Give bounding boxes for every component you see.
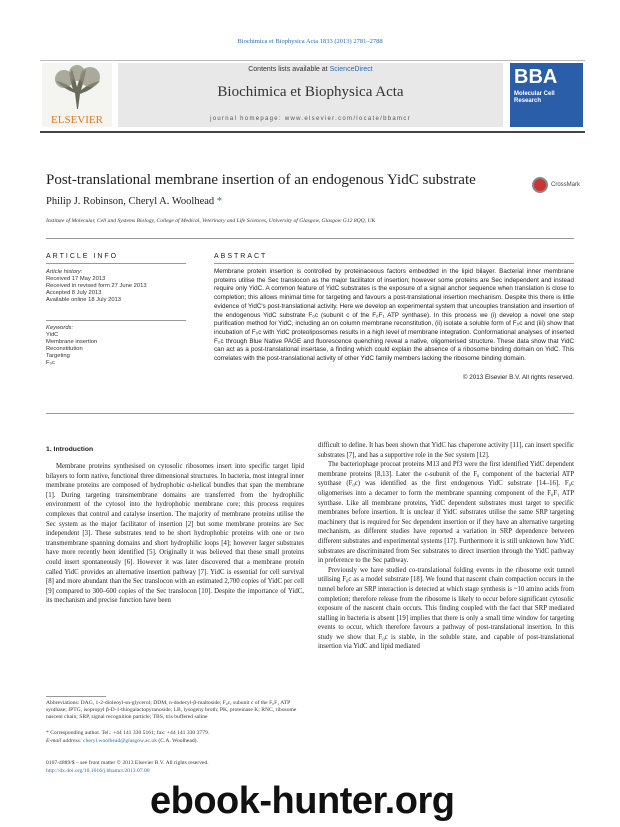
section-heading: 1. Introduction (46, 446, 94, 453)
divider (214, 263, 574, 264)
journal-homepage[interactable]: journal homepage: www.elsevier.com/locate/bbamcr (210, 116, 411, 122)
footnote-divider (46, 696, 106, 697)
divider (46, 413, 574, 414)
authors: Philip J. Robinson, Cheryl A. Woolhead * (46, 196, 223, 207)
sciencedirect-link[interactable]: ScienceDirect (329, 66, 373, 73)
issn-line: 0167-4889/$ – see front matter © 2013 Elsevier B.V. All rights reserved. (46, 760, 209, 766)
body-column-right (318, 441, 574, 652)
article-info-heading: ARTICLE INFO (46, 253, 119, 260)
keywords: Keywords: YidC Membrane insertion Reconstitution Targeting F₀c (46, 325, 98, 366)
contents-line: Contents lists available at ScienceDirect (248, 66, 373, 73)
elsevier-tree-logo (42, 63, 112, 127)
abstract-heading: ABSTRACT (214, 253, 268, 260)
doi-link[interactable]: http://dx.doi.org/10.1016/j.bbamcr.2013.07.00 (46, 768, 150, 774)
email-footnote: E-mail address: cheryl.woolhead@glasgow.ac.uk (C.A. Woolhead). (46, 738, 198, 744)
paragraph: Previously we have studied co-translational folding events in the ribosome exit tunnel utilising F₀c as a model substrate [18]. We found that nascent chain compaction occurs in the tunnel before an SRP interaction is detected at which stage synthesis is ~10 amino acids from completion; therefore release from the ribosome is likely to occur before significant cytosolic exposure of the nascent chain occurs. This finding coupled with the fact that SRP mediated stalling in bacteria is absent [19] implies that there is only a small time window for targeting events to occur, which therefore favours a pathway of post-translational insertion. In this study we show that F₀c is stable, in the soluble state, and capable of post-translational insertion via YidC and lipid mediated (318, 566, 574, 651)
journal-citation: Biochimica et Biophysica Acta 1833 (2013) 2781–2788 (237, 38, 383, 45)
divider (46, 263, 186, 264)
corresponding-author-mark[interactable]: * (216, 196, 223, 207)
paragraph: difficult to define. It has been shown that YidC has chaperone activity [11], can insert specific substrates [7], and has a supportive role in the Sec system [12]. (318, 442, 574, 459)
abstract-text: Membrane protein insertion is controlled by proteinaceous factors embedded in the lipid bilayer. Bacterial inner membrane proteins utilise the Sec translocon as the major facilitator of insertion; however some proteins are Sec independent and instead require only YidC. A common feature of YidC substrates is the exposure of a signal anchor sequence when translation is close to completion; this allows minimal time for targeting and favours a post-translational insertion mechanism. Despite this there is little evidence of YidC's post-translational activity. Here we develop an experimental system that uncouples translation and insertion of the endogenous YidC substrate F₀c (subunit c of the F₀F₁ ATP synthase). In this process we (i) develop a novel one step purification method for YidC, including an on column membrane reconstitution, (ii) isolate a soluble form of F₀c and (iii) show that incubation of F₀c with YidC proteoliposomes results in a high level of membrane integration. Conformational analyses of inserted F₀c through Blue Native PAGE and fluorescence quenching reveal a native, oligomerised structure. These data show that YidC can act as a post-translational insertase, a finding which could explain the absence of a ribosome binding domain on YidC. This correlates with the post-translational activity of other YidC family members lacking the ribosome binding domain. (214, 268, 574, 363)
paragraph: The bacteriophage procoat proteins M13 and Pf3 were the first identified YidC dependent membrane proteins [8,13]. Later the c-subunit of the F₀ component of the bacterial ATP synthase (F₀c) was identified as the first endogenous YidC substrate [14–16]. F₀c oligomerises into a decamer to form the membrane spanning component of the F₀F₁ ATP synthase. Like all membrane proteins, YidC dependent substrates must target to specific membranes before insertion. It is unclear if YidC substrates utilise the same SRP targeting machinery that is required for Sec dependent insertion or if they have an alternative targeting mechanism, as different studies have reported a variation in SRP dependence between different substrates and experimental systems [17]. Furthermore it is still unknown how YidC substrates are discriminated from Sec substrates to direct insertion through the YidC pathway in preference to the Sec pathway. (318, 461, 574, 565)
journal-name: Biochimica et Biophysica Acta (217, 84, 404, 100)
abstract-copyright: © 2013 Elsevier B.V. All rights reserved. (462, 374, 574, 381)
cover-title: BBA (514, 66, 558, 88)
abbreviations-footnote: Abbreviations: DAG, 1-2-dioleoyl-sn-glycerol; DDM, n-dodecyl-β-maltoside; F₀c, subunit c of the F₀F₁ ATP synthase; IPTG, isopropyl β-D-1-thiogalactopyranoside; LB, lysogeny broth; PK, proteinase K; RNC, ribosome nascent chain; SRP, signal recognition particle; TBS, tris buffered saline (46, 700, 297, 721)
crossmark-icon[interactable] (532, 177, 548, 193)
divider (46, 320, 186, 321)
crossmark-label[interactable]: CrossMark (551, 182, 581, 188)
watermark: ebook-hunter.org (150, 780, 455, 822)
email-link[interactable]: cheryl.woolhead@glasgow.ac.uk (83, 738, 158, 744)
article-history: Article history: Received 17 May 2013 Received in revised form 27 June 2013 Accepted 8 July 2013 Available online 18 July 2013 (46, 269, 147, 303)
cover-subtitle: Molecular Cell Research (514, 91, 555, 104)
corresponding-author-footnote: * Corresponding author. Tel.: +44 141 330 5161; fax: +44 141 330 3779. (46, 730, 210, 736)
divider (46, 238, 574, 239)
body-column-left (46, 462, 304, 606)
elsevier-wordmark: ELSEVIER (51, 114, 103, 126)
paragraph: Membrane proteins synthesised on cytosolic ribosomes insert into specific target lipid bilayers to form native, functional three dimensional structures. In bacteria, most integral inner membrane proteins are composed of hydrophobic α-helical bundles that span the membrane [1]. During targeting transmembrane domains are transferred from the hydrophilic environment of the cytosol into the hydrophobic membrane core; this process requires complexes that control and catalyse insertion. The majority of membrane proteins utilise the Sec system as the major facilitator of insertion [2] but some membrane proteins are Sec independent [3]. These substrates tend to be short hydrophobic proteins with one or two transmembrane spanning domains and short hydrophilic loops [4]; however larger substrates have more recently been identified [5]. Originally it was believed that these small proteins could insert spontaneously [6]. However it was later discovered that a membrane protein called YidC provides an alternative insertion pathway [7]. YidC is essential for cell survival [8] and more abundant than the Sec translocon with an estimated 2,700 copies of YidC per cell [9] compared to 300–600 copies of the Sec translocon [10]. Despite the importance of YidC, its mechanism and precise function have been (46, 463, 305, 605)
article-title: Post-translational membrane insertion of an endogenous YidC substrate (46, 172, 476, 188)
affiliation: Institute of Molecular, Cell and Systems Biology, College of Medical, Veterinary and Life Sciences, University of Glasgow, Glasgow G12 8QQ, UK (46, 218, 376, 224)
